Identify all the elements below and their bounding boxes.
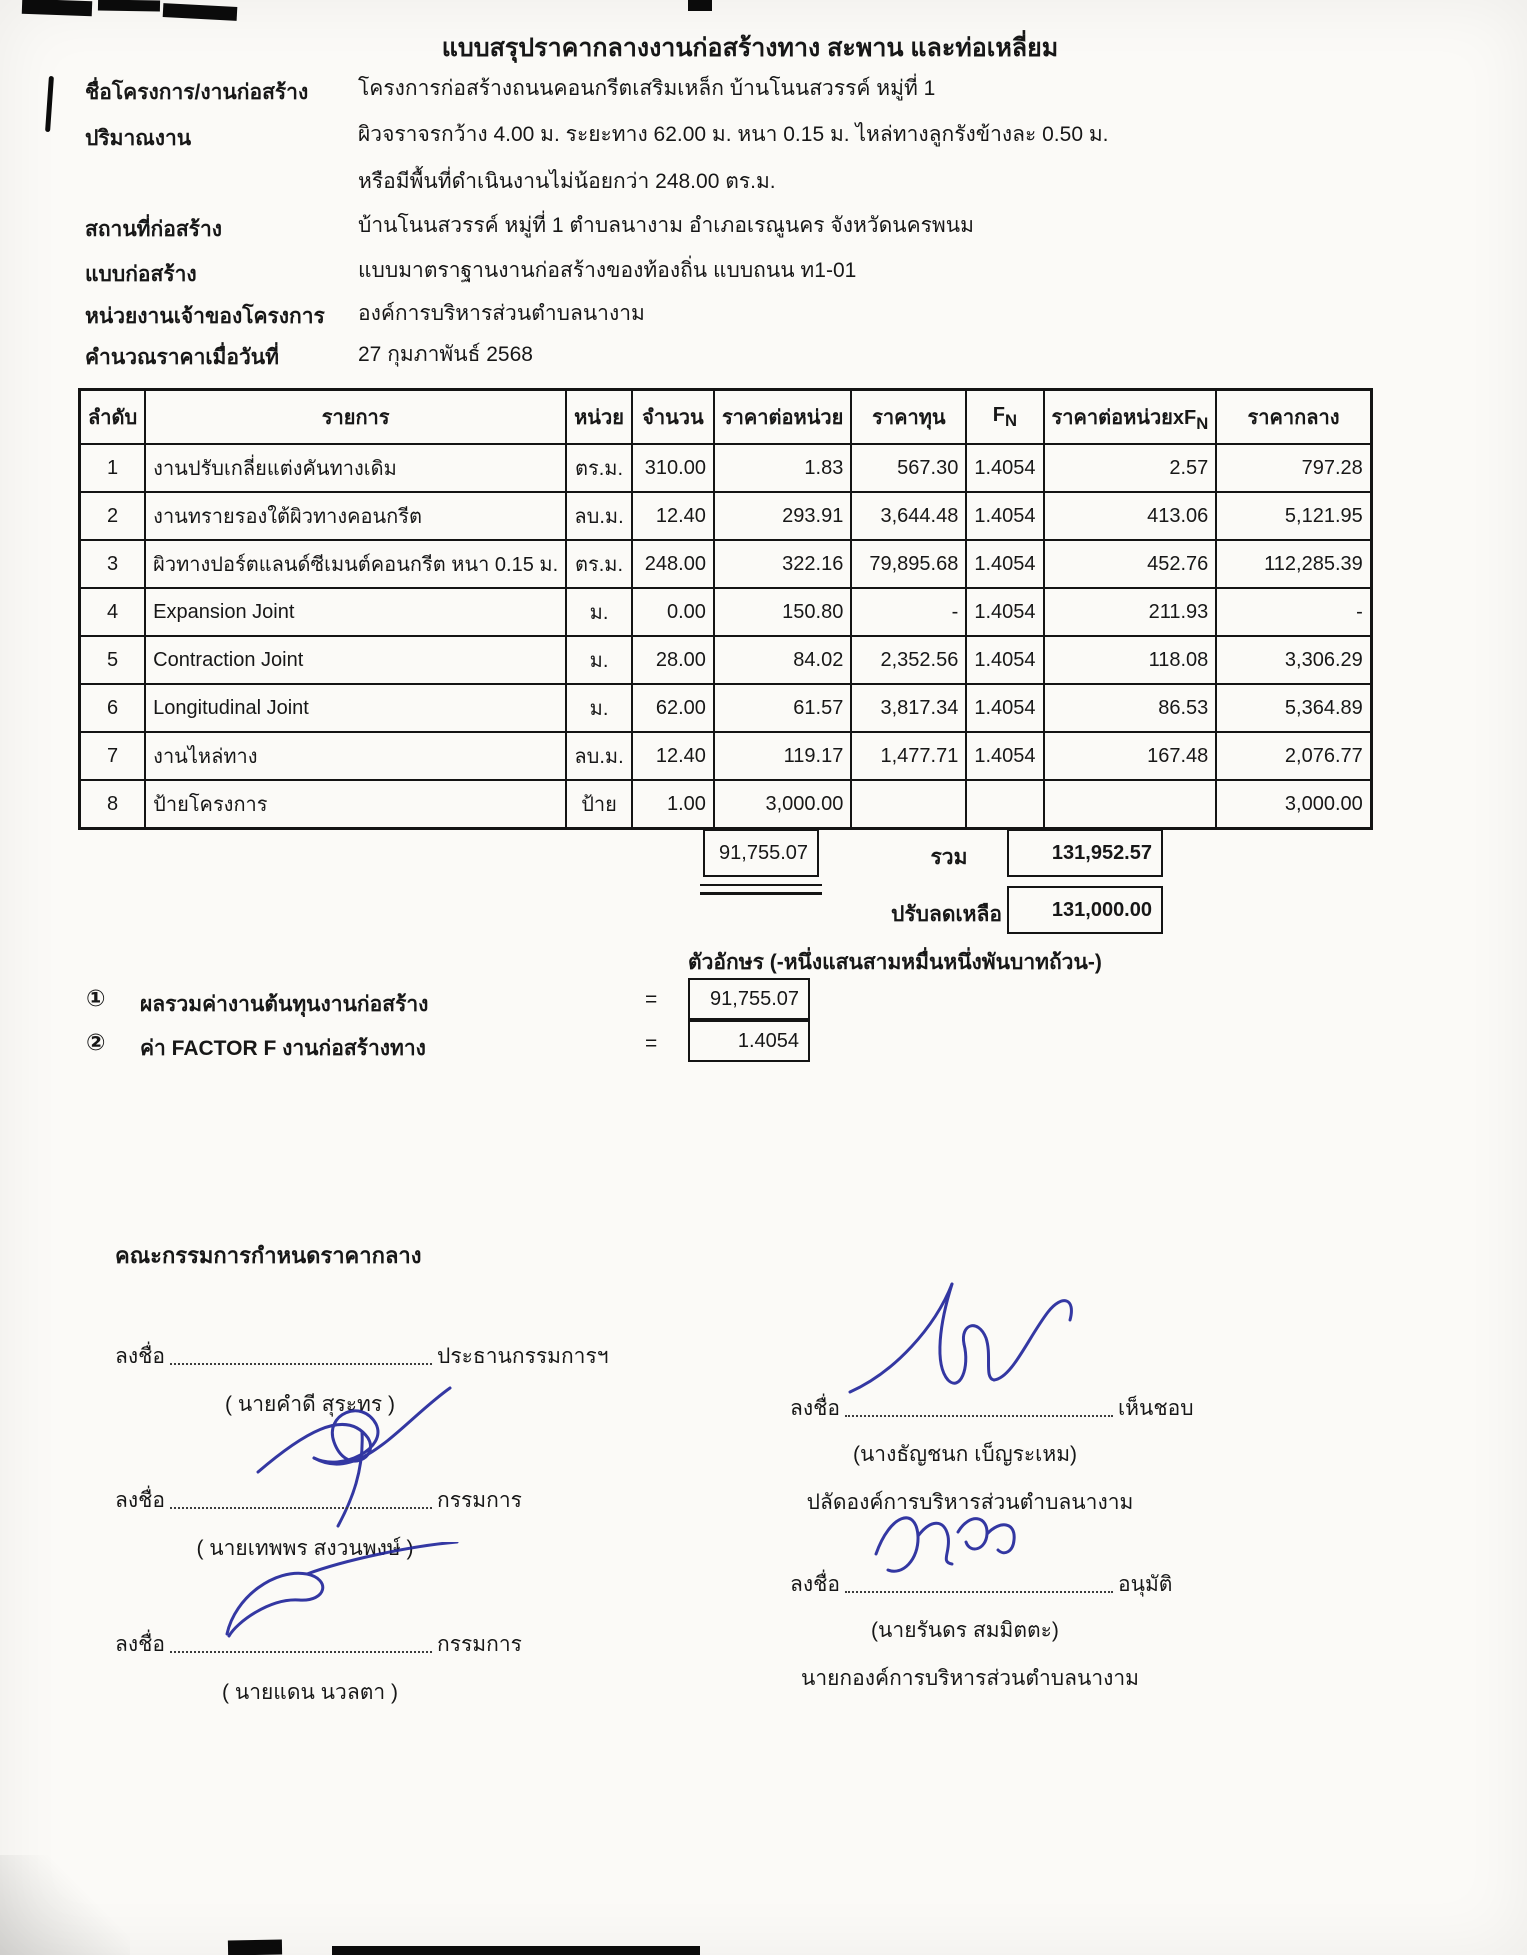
cell-mid-price: 797.28 <box>1216 444 1371 492</box>
signature-line-chairman <box>115 1340 609 1373</box>
note-2-value-box: 1.4054 <box>688 1020 810 1062</box>
role-label: อนุมัติ <box>1118 1573 1173 1596</box>
cell-unit-price: 1.83 <box>714 444 851 492</box>
signature-dotted-line <box>170 1343 432 1365</box>
cell-no: 2 <box>80 492 146 540</box>
cell-cost: 3,817.34 <box>851 684 966 732</box>
cell-unit-price-fn: 452.76 <box>1044 540 1217 588</box>
signer-name-approve: (นายรันดร สมมิตตะ) <box>871 1619 1059 1642</box>
signature-dotted-line <box>845 1395 1113 1417</box>
cell-mid-price: 112,285.39 <box>1216 540 1371 588</box>
cell-mid-price: 3,306.29 <box>1216 636 1371 684</box>
cell-unit: ลบ.ม. <box>566 492 632 540</box>
cell-fn: 1.4054 <box>966 492 1043 540</box>
fn-base: F <box>992 403 1005 426</box>
cell-fn: 1.4054 <box>966 732 1043 780</box>
signature-line-member-1 <box>115 1484 522 1517</box>
table-row <box>80 636 1372 684</box>
cell-item: Contraction Joint <box>145 636 566 684</box>
cell-no: 3 <box>80 540 146 588</box>
cell-no: 1 <box>80 444 146 492</box>
field-value-agency: องค์การบริหารส่วนตำบลนางาม <box>358 302 645 325</box>
cell-unit-price: 119.17 <box>714 732 851 780</box>
cell-unit-price-fn: 2.57 <box>1044 444 1217 492</box>
fn-sub: N <box>1005 410 1018 430</box>
cell-cost <box>851 780 966 829</box>
upfn-sub: N <box>1196 413 1209 433</box>
col-qty: จำนวน <box>632 390 714 445</box>
cell-no: 7 <box>80 732 146 780</box>
role-label: ประธานกรรมการฯ <box>437 1345 609 1368</box>
cell-qty: 0.00 <box>632 588 714 636</box>
field-value-quantity-1: ผิวจราจรกว้าง 4.00 ม. ระยะทาง 62.00 ม. หนา 0.15 ม. ไหล่ทางลูกรังข้างละ 0.50 ม. <box>358 123 1109 146</box>
signature-ink-approver-1 <box>840 1272 1080 1407</box>
role-label: เห็นชอบ <box>1118 1397 1194 1420</box>
signature-line-approve <box>790 1568 1172 1601</box>
cell-item: งานทรายรองใต้ผิวทางคอนกรีต <box>145 492 566 540</box>
cell-qty: 12.40 <box>632 732 714 780</box>
cell-fn: 1.4054 <box>966 444 1043 492</box>
cell-item: ผิวทางปอร์ตแลนด์ซีเมนต์คอนกรีต หนา 0.15 ม. <box>145 540 566 588</box>
col-unit-price-fn <box>1044 390 1217 445</box>
cell-unit-price: 293.91 <box>714 492 851 540</box>
sign-word: ลงชื่อ <box>115 1633 165 1656</box>
cell-item: งานปรับเกลี่ยแต่งคันทางเดิม <box>145 444 566 492</box>
cell-fn: 1.4054 <box>966 684 1043 732</box>
reduced-value-box: 131,000.00 <box>1007 886 1163 934</box>
table-row <box>80 780 1372 829</box>
cell-no: 4 <box>80 588 146 636</box>
table-row <box>80 444 1372 492</box>
cell-cost: 567.30 <box>851 444 966 492</box>
col-mid-price: ราคากลาง <box>1216 390 1371 445</box>
signer-name-member-2: ( นายแดน นวลตา ) <box>222 1681 398 1704</box>
note-2-equals: = <box>645 1032 658 1055</box>
cell-unit-price-fn: 86.53 <box>1044 684 1217 732</box>
cell-unit: ลบ.ม. <box>566 732 632 780</box>
field-value-quantity-2: หรือมีพื้นที่ดำเนินงานไม่น้อยกว่า 248.00 ตร.ม. <box>358 170 776 193</box>
cell-item: ป้ายโครงการ <box>145 780 566 829</box>
signature-dotted-line <box>845 1571 1113 1593</box>
col-item: รายการ <box>145 390 566 445</box>
note-2-label: ค่า FACTOR F งานก่อสร้างทาง <box>140 1037 426 1060</box>
committee-heading: คณะกรรมการกำหนดราคากลาง <box>115 1243 422 1268</box>
field-value-location: บ้านโนนสวรรค์ หมู่ที่ 1 ตำบลนางาม อำเภอเรณูนคร จังหวัดนครพนม <box>358 214 974 237</box>
sum-label: รวม <box>930 846 968 869</box>
role-label: กรรมการ <box>437 1489 522 1512</box>
cell-unit-price: 322.16 <box>714 540 851 588</box>
cell-fn: 1.4054 <box>966 636 1043 684</box>
scan-mark-top-4 <box>688 0 712 11</box>
col-unit: หน่วย <box>566 390 632 445</box>
cell-no: 8 <box>80 780 146 829</box>
cell-cost: 79,895.68 <box>851 540 966 588</box>
sign-word: ลงชื่อ <box>790 1397 840 1420</box>
table-row <box>80 684 1372 732</box>
cell-cost: 3,644.48 <box>851 492 966 540</box>
signer-name-endorse: (นางธัญชนก เบ็ญระเหม) <box>852 1443 1078 1466</box>
cell-qty: 12.40 <box>632 492 714 540</box>
upfn-base: ราคาต่อหน่วยxF <box>1051 406 1197 429</box>
col-fn <box>966 390 1043 445</box>
signature-line-endorse <box>790 1392 1194 1425</box>
cell-cost: 2,352.56 <box>851 636 966 684</box>
reduced-label: ปรับลดเหลือ <box>891 903 1002 926</box>
note-2-number: ② <box>86 1029 106 1055</box>
cell-unit-price-fn <box>1044 780 1217 829</box>
scan-shadow-bottom-left <box>0 1855 130 1955</box>
cell-item: งานไหล่ทาง <box>145 732 566 780</box>
cell-qty: 1.00 <box>632 780 714 829</box>
cost-summary-table <box>78 388 1373 830</box>
amount-in-words: ตัวอักษร (-หนึ่งแสนสามหมื่นหนึ่งพันบาทถ้วน-) <box>688 951 1102 974</box>
cell-mid-price: 5,364.89 <box>1216 684 1371 732</box>
signer-title-approve: นายกองค์การบริหารส่วนตำบลนางาม <box>800 1667 1140 1690</box>
signature-dotted-line <box>170 1487 432 1509</box>
double-rule <box>700 884 822 895</box>
sign-word: ลงชื่อ <box>115 1345 165 1368</box>
note-1-label: ผลรวมค่างานต้นทุนงานก่อสร้าง <box>140 993 429 1016</box>
sum-value-box: 131,952.57 <box>1007 829 1163 877</box>
signer-title-endorse: ปลัดองค์การบริหารส่วนตำบลนางาม <box>806 1491 1134 1514</box>
cell-unit-price-fn: 167.48 <box>1044 732 1217 780</box>
cell-fn: 1.4054 <box>966 540 1043 588</box>
cell-unit-price-fn: 211.93 <box>1044 588 1217 636</box>
cell-unit-price: 84.02 <box>714 636 851 684</box>
field-label-drawing: แบบก่อสร้าง <box>85 263 197 286</box>
cell-qty: 310.00 <box>632 444 714 492</box>
cell-unit: ป้าย <box>566 780 632 829</box>
col-unit-price: ราคาต่อหน่วย <box>714 390 851 445</box>
cell-unit-price: 3,000.00 <box>714 780 851 829</box>
cell-unit: ม. <box>566 684 632 732</box>
note-1-number: ① <box>86 985 106 1011</box>
note-1-value-box: 91,755.07 <box>688 978 810 1020</box>
table-row <box>80 732 1372 780</box>
field-value-drawing: แบบมาตราฐานงานก่อสร้างของท้องถิ่น แบบถนน ท1-01 <box>358 259 857 282</box>
scan-mark-top-1 <box>22 0 92 16</box>
signer-name-chairman: ( นายคำดี สุระทร ) <box>225 1393 395 1416</box>
scan-mark-bottom-2 <box>332 1946 700 1955</box>
cell-unit: ตร.ม. <box>566 540 632 588</box>
cell-unit-price: 150.80 <box>714 588 851 636</box>
cell-mid-price: 3,000.00 <box>1216 780 1371 829</box>
cell-qty: 62.00 <box>632 684 714 732</box>
pen-mark-left-margin <box>45 76 54 132</box>
cell-qty: 248.00 <box>632 540 714 588</box>
table-row <box>80 492 1372 540</box>
cell-fn: 1.4054 <box>966 588 1043 636</box>
field-label-date: คำนวณราคาเมื่อวันที่ <box>85 346 280 369</box>
cell-no: 6 <box>80 684 146 732</box>
cell-mid-price: 5,121.95 <box>1216 492 1371 540</box>
table-row <box>80 588 1372 636</box>
cell-fn <box>966 780 1043 829</box>
field-label-location: สถานที่ก่อสร้าง <box>85 218 222 241</box>
cell-unit: ม. <box>566 588 632 636</box>
field-label-agency: หน่วยงานเจ้าของโครงการ <box>85 305 325 328</box>
scan-mark-top-3 <box>163 3 238 21</box>
signer-name-member-1: ( นายเทพพร สงวนพงษ์ ) <box>196 1537 414 1560</box>
sign-word: ลงชื่อ <box>790 1573 840 1596</box>
col-cost: ราคาทุน <box>851 390 966 445</box>
table-header-row <box>80 390 1372 445</box>
col-no: ลำดับ <box>80 390 146 445</box>
cell-item: Expansion Joint <box>145 588 566 636</box>
cell-unit: ตร.ม. <box>566 444 632 492</box>
field-value-project: โครงการก่อสร้างถนนคอนกรีตเสริมเหล็ก บ้านโนนสวรรค์ หมู่ที่ 1 <box>358 77 936 100</box>
sign-word: ลงชื่อ <box>115 1489 165 1512</box>
cell-mid-price: 2,076.77 <box>1216 732 1371 780</box>
signature-line-member-2 <box>115 1628 522 1661</box>
role-label: กรรมการ <box>437 1633 522 1656</box>
cost-subtotal-box: 91,755.07 <box>703 829 819 877</box>
field-value-date: 27 กุมภาพันธ์ 2568 <box>358 343 533 366</box>
document-title: แบบสรุปราคากลางงานก่อสร้างทาง สะพาน และท่อเหลี่ยม <box>441 34 1059 62</box>
signature-dotted-line <box>170 1631 432 1653</box>
cell-unit-price-fn: 413.06 <box>1044 492 1217 540</box>
field-label-project: ชื่อโครงการ/งานก่อสร้าง <box>85 81 309 104</box>
cell-item: Longitudinal Joint <box>145 684 566 732</box>
cell-qty: 28.00 <box>632 636 714 684</box>
cell-unit: ม. <box>566 636 632 684</box>
cell-mid-price: - <box>1216 588 1371 636</box>
field-label-quantity: ปริมาณงาน <box>85 127 192 150</box>
cell-cost: - <box>851 588 966 636</box>
table-row <box>80 540 1372 588</box>
cell-no: 5 <box>80 636 146 684</box>
note-1-equals: = <box>645 988 658 1011</box>
cell-unit-price-fn: 118.08 <box>1044 636 1217 684</box>
scan-mark-top-2 <box>98 0 160 12</box>
cell-unit-price: 61.57 <box>714 684 851 732</box>
cell-cost: 1,477.71 <box>851 732 966 780</box>
scan-mark-bottom-1 <box>228 1940 282 1955</box>
